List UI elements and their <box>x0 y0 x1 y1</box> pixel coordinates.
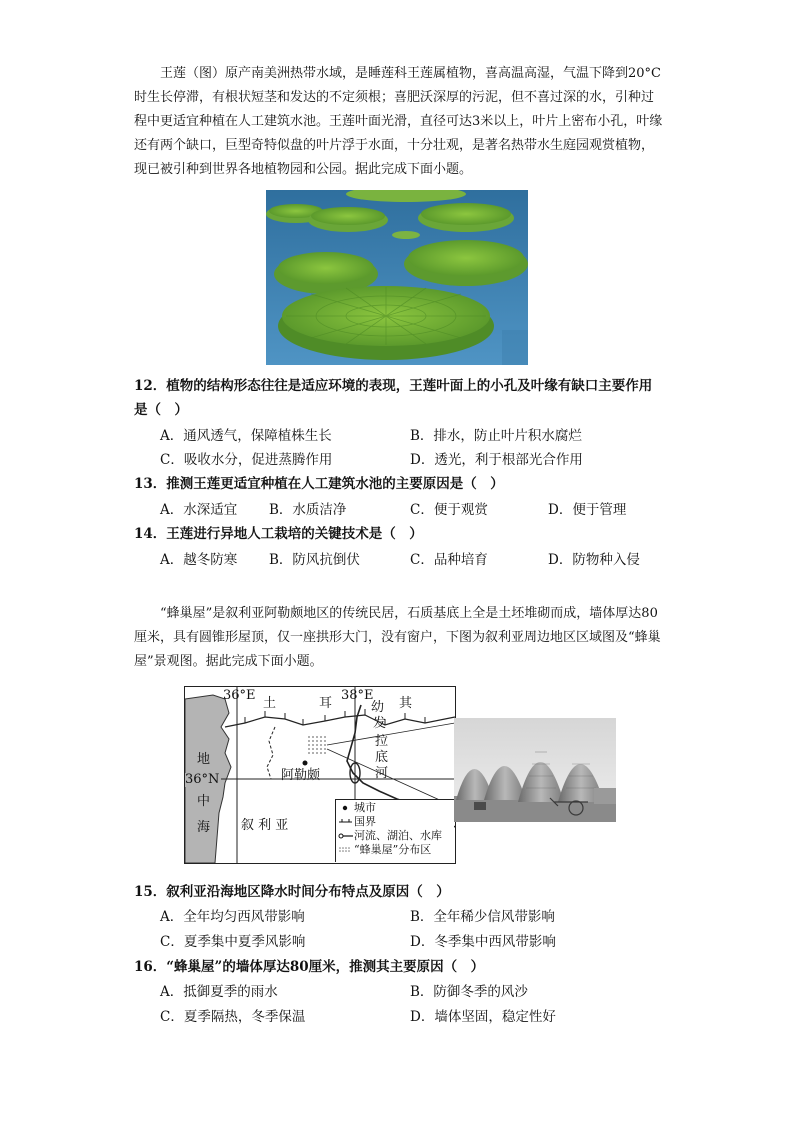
legend-river-lake: 河流、湖泊、水库 <box>354 829 442 842</box>
lily-pad-back-center <box>308 207 388 232</box>
label-aleppo: 阿勒颇 <box>281 768 321 783</box>
q16-option-b: B．防御冬季的风沙 <box>410 984 528 1000</box>
passage-beehive-house: “蜂巢屋”是叙利亚阿勒颇地区的传统民居，石质基底上全是土坯堆砌而成，墙体厚达80厘米，具有圆锥形屋顶，仅一座拱形大门，没有窗户，下图为叙利亚周边地区区域图及“蜂巢屋”景观图。据此完成下面小题。 <box>134 606 661 669</box>
question-12-stem-cont: 是（ ） <box>134 402 188 418</box>
passage-victoria-lily: 王莲（图）原产南美洲热带水域，是睡莲科王莲属植物，喜高温高湿，气温下降到20°C时生长停滞，有根状短茎和发达的不定须根；喜肥沃深厚的污泥，但不喜过深的水，引种过程中更适宜种植在人工建筑水池。王莲叶面光滑，直径可达3米以上，叶片上密布小孔，叶缘还有两个缺口，巨型奇特似盘的叶片浮于水面，十分壮观，是著名热带水生庭园观赏植物，现已被引种到世界各地植物园和公园。据此完成下面小题。 <box>134 66 663 177</box>
question-14-stem: 14．王莲进行异地人工栽培的关键技术是（ ） <box>134 526 423 542</box>
beehive-houses-photo <box>454 718 616 822</box>
map-legend <box>335 799 454 862</box>
q15-option-b: B．全年稀少信风带影响 <box>410 909 555 925</box>
legend-beehive-area: “蜂巢屋”分布区 <box>354 843 432 856</box>
lily-pad-front <box>278 286 494 360</box>
legend-border: 国界 <box>354 815 376 828</box>
legend-area-symbol <box>339 847 350 852</box>
syria-region-map <box>184 686 456 864</box>
q12-option-c: C．吸收水分，促进蒸腾作用 <box>160 452 333 468</box>
question-12-stem: 12．植物的结构形态往往是适应环境的表现，王莲叶面上的小孔及叶缘有缺口主要作用 <box>134 378 653 394</box>
label-river-1: 幼 <box>371 700 385 715</box>
callout-line-top <box>327 723 455 745</box>
inner-border <box>267 727 275 779</box>
question-16-stem: 16．“蜂巢屋”的墙体厚达80厘米，推测其主要原因（ ） <box>134 959 485 975</box>
beehive-house-area <box>308 736 326 754</box>
q14-option-d: D．防物种入侵 <box>548 552 640 568</box>
q12-option-a: A．通风透气，保障植株生长 <box>160 428 332 444</box>
q13-option-b: B．水质洁净 <box>269 502 347 518</box>
q15-option-c: C．夏季集中夏季风影响 <box>160 934 306 950</box>
label-river-2: 发 <box>373 716 387 731</box>
label-lon-36e: 36°E <box>223 688 256 703</box>
q16-option-a: A．抵御夏季的雨水 <box>160 984 278 1000</box>
aleppo-city-dot <box>303 761 308 766</box>
q13-option-c: C．便于观赏 <box>410 502 488 518</box>
q14-option-a: A．越冬防寒 <box>160 552 238 568</box>
doorway <box>474 802 486 810</box>
border-ticks <box>245 709 425 725</box>
label-lon-38e: 38°E <box>341 688 374 703</box>
label-sea-3: 海 <box>197 820 211 835</box>
lily-bud <box>392 231 420 239</box>
label-sea-1: 地 <box>197 752 211 767</box>
label-turkey-2: 耳 <box>319 696 333 711</box>
q15-option-a: A．全年均匀西风带影响 <box>160 909 305 925</box>
legend-city: 城市 <box>354 801 376 814</box>
question-15-stem: 15．叙利亚沿海地区降水时间分布特点及原因（ ） <box>134 884 450 900</box>
q13-option-a: A．水深适宜 <box>160 502 238 518</box>
q15-option-d: D．冬季集中西风带影响 <box>410 934 556 950</box>
label-lat-36n: 36°N <box>185 772 220 787</box>
q14-option-c: C．品种培育 <box>410 552 488 568</box>
label-river-5: 河 <box>375 766 389 781</box>
label-syria: 叙 利 亚 <box>241 818 289 833</box>
turkey-syria-border <box>225 715 455 727</box>
q16-option-d: D．墙体坚固，稳定性好 <box>410 1009 556 1025</box>
q16-option-c: C．夏季隔热，冬季保温 <box>160 1009 306 1025</box>
q12-option-d: D．透光，利于根部光合作用 <box>410 452 583 468</box>
victoria-lily-photo <box>266 190 528 365</box>
q13-option-d: D．便于管理 <box>548 502 627 518</box>
question-13-stem: 13．推测王莲更适宜种植在人工建筑水池的主要原因是（ ） <box>134 476 504 492</box>
label-turkey-3: 其 <box>399 696 413 711</box>
lily-pad-middle-right <box>404 240 528 286</box>
lily-pad-back-right <box>418 203 514 232</box>
label-river-4: 底 <box>375 750 389 765</box>
q12-option-b: B．排水，防止叶片积水腐烂 <box>410 428 582 444</box>
legend-city-symbol <box>343 806 347 810</box>
label-river-3: 拉 <box>375 734 389 749</box>
legend-river-symbol <box>339 834 353 838</box>
legend-border-symbol <box>339 819 352 822</box>
q14-option-b: B．防风抗倒伏 <box>269 552 360 568</box>
label-sea-2: 中 <box>197 794 211 809</box>
label-turkey-1: 土 <box>263 696 277 711</box>
